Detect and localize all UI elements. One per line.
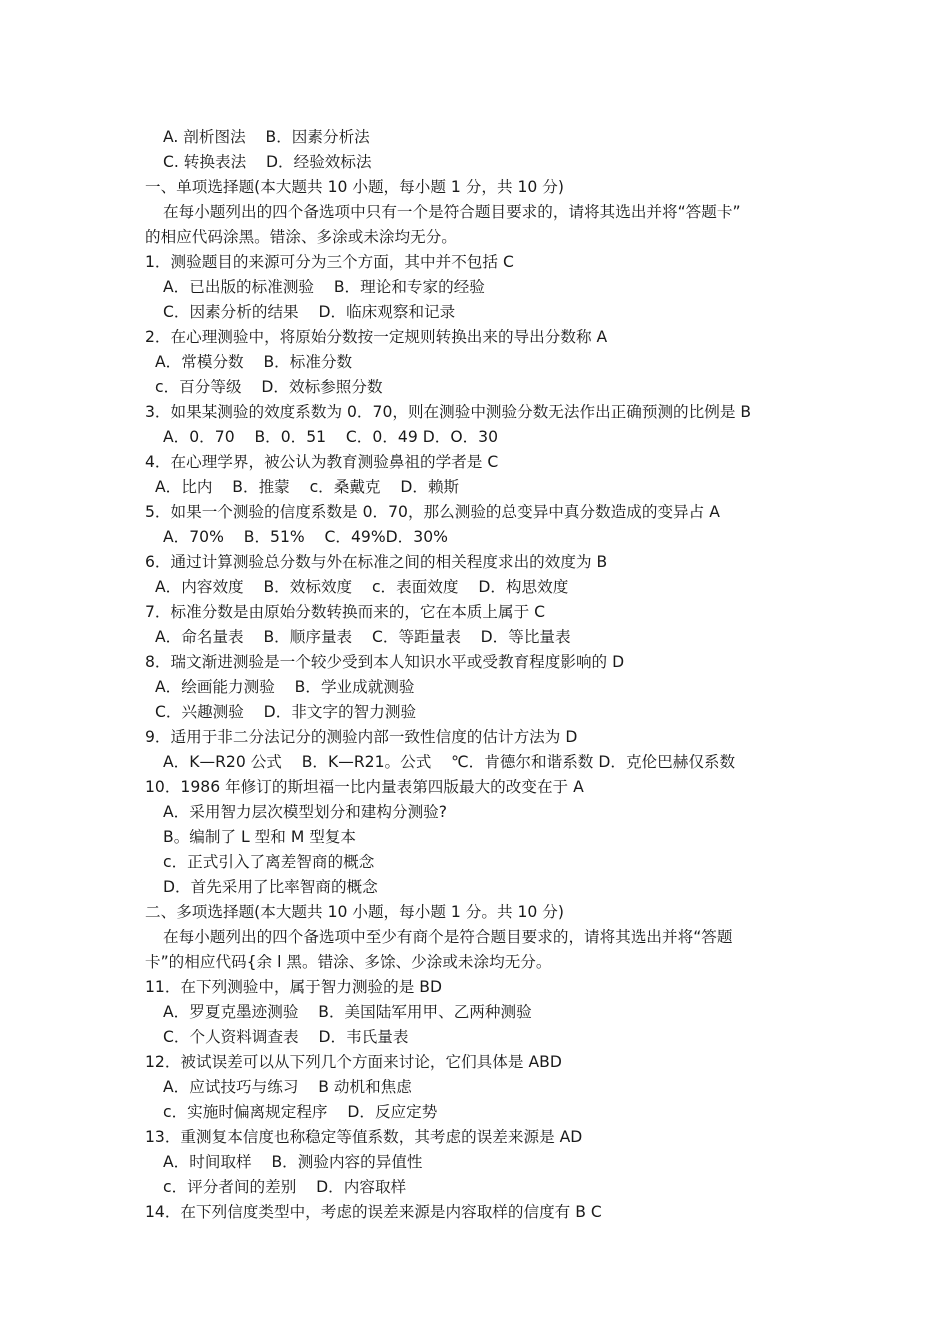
- question-text: 7．标准分数是由原始分数转换而来的，它在本质上属于 C: [145, 603, 546, 621]
- section-heading: 一、单项选择题(本大题共 10 小题，每小题 1 分，共 10 分): [145, 178, 564, 196]
- option-line: A．K—R20 公式 B．K—R21。公式 ℃．肯德尔和谐系数 D．克伦巴赫仅系数: [163, 753, 736, 771]
- option-line: A．内容效度 B．效标效度 c．表面效度 D．构思效度: [155, 578, 569, 596]
- question-text: 14．在下列信度类型中，考虑的误差来源是内容取样的信度有 B C: [145, 1203, 602, 1221]
- option-line: C．因素分析的结果 D．临床观察和记录: [163, 303, 456, 321]
- option-line: A．命名量表 B．顺序量表 C．等距量表 D．等比量表: [155, 628, 571, 646]
- option-line: A. 剖析图法 B．因素分析法: [163, 128, 370, 146]
- option-line: C．兴趣测验 D．非文字的智力测验: [155, 703, 417, 721]
- instruction-text: 在每小题列出的四个备选项中至少有商个是符合题目要求的，请将其选出并将“答题: [163, 928, 733, 946]
- option-line: A．0．70 B．0．51 C．0．49 D．O．30: [163, 428, 499, 446]
- option-line: A．已出版的标准测验 B．理论和专家的经验: [163, 278, 485, 296]
- question-text: 10．1986 年修订的斯坦福一比内量表第四版最大的改变在于 A: [145, 778, 584, 796]
- option-line: A．绘画能力测验 B．学业成就测验: [155, 678, 415, 696]
- option-line: c．正式引入了离差智商的概念: [163, 853, 375, 871]
- question-text: 13．重测复本信度也称稳定等值系数，其考虑的误差来源是 AD: [145, 1128, 583, 1146]
- question-text: 11．在下列测验中，属于智力测验的是 BD: [145, 978, 443, 996]
- option-line: C. 转换表法 D．经验效标法: [163, 153, 372, 171]
- question-text: 6．通过计算测验总分数与外在标准之间的相关程度求出的效度为 B: [145, 553, 608, 571]
- option-line: A．采用智力层次模型划分和建构分测验?: [163, 803, 448, 821]
- question-text: 5．如果一个测验的信度系数是 0．70，那么测验的总变异中真分数造成的变异占 A: [145, 503, 720, 521]
- option-line: C．个人资料调查表 D．韦氏量表: [163, 1028, 409, 1046]
- question-text: 4．在心理学界，被公认为教育测验鼻祖的学者是 C: [145, 453, 499, 471]
- option-line: c．评分者间的差别 D．内容取样: [163, 1178, 407, 1196]
- instruction-text: 的相应代码涂黑。错涂、多涂或未涂均无分。: [145, 228, 457, 246]
- instruction-text: 卡”的相应代码{余 l 黑。错涂、多馀、少涂或未涂均无分。: [145, 953, 552, 971]
- option-line: D．首先采用了比率智商的概念: [163, 878, 378, 896]
- option-line: A．比内 B．推蒙 c．桑戴克 D．赖斯: [155, 478, 460, 496]
- option-line: A．罗夏克墨迹测验 B．美国陆军用甲、乙两种测验: [163, 1003, 532, 1021]
- option-line: c．实施时偏离规定程序 D．反应定势: [163, 1103, 438, 1121]
- section-heading: 二、多项选择题(本大题共 10 小题，每小题 1 分。共 10 分): [145, 903, 564, 921]
- option-line: c．百分等级 D．效标参照分数: [155, 378, 383, 396]
- option-line: A．70% B．51% C．49%D．30%: [163, 528, 448, 546]
- option-line: B。编制了 L 型和 M 型复本: [163, 828, 357, 846]
- question-text: 2．在心理测验中，将原始分数按一定规则转换出来的导出分数称 A: [145, 328, 608, 346]
- instruction-text: 在每小题列出的四个备选项中只有一个是符合题目要求的，请将其选出并将“答题卡”: [163, 203, 741, 221]
- question-text: 12．被试误差可以从下列几个方面来讨论，它们具体是 ABD: [145, 1053, 562, 1071]
- option-line: A．时间取样 B．测验内容的异值性: [163, 1153, 423, 1171]
- question-text: 8．瑞文渐进测验是一个较少受到本人知识水平或受教育程度影响的 D: [145, 653, 625, 671]
- option-line: A．应试技巧与练习 B 动机和焦虑: [163, 1078, 412, 1096]
- question-text: 9．适用于非二分法记分的测验内部一致性信度的估计方法为 D: [145, 728, 578, 746]
- option-line: A．常模分数 B．标准分数: [155, 353, 353, 371]
- question-text: 1．测验题目的来源可分为三个方面，其中并不包括 C: [145, 253, 514, 271]
- question-text: 3．如果某测验的效度系数为 0．70，则在测验中测验分数无法作出正确预测的比例是 B: [145, 403, 752, 421]
